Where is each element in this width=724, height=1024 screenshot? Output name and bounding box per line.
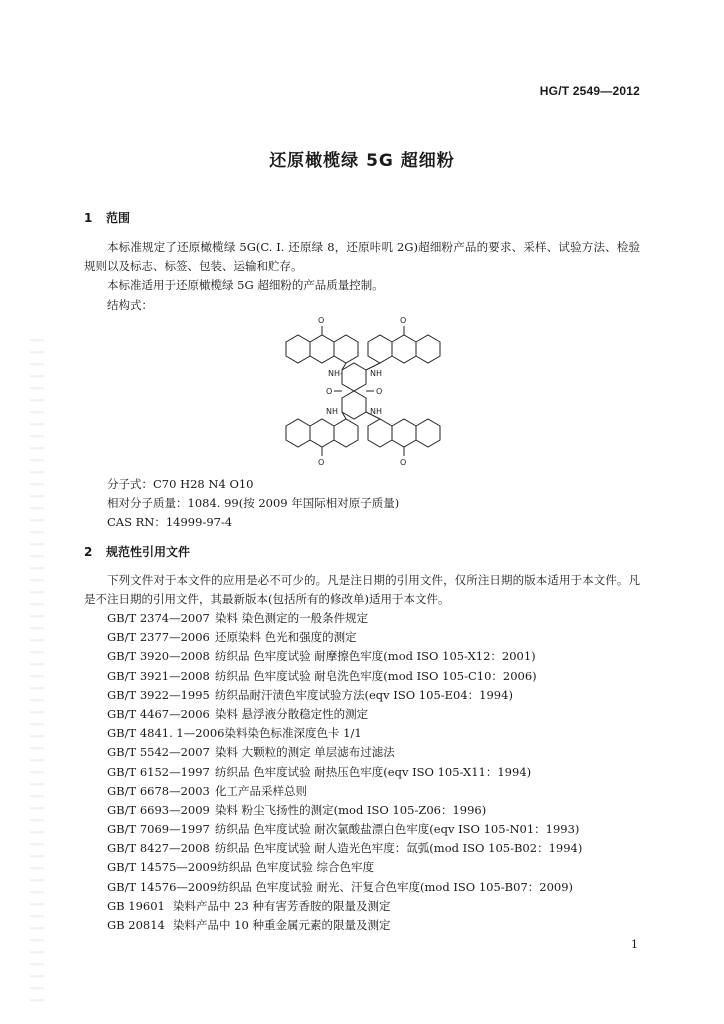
oxygen-label: O [400,316,407,325]
section-1-paragraph-1: 本标准规定了还原橄榄绿 5G(C. I. 还原绿 8，还原咔叽 2G)超细粉产品的要求、采样、试验方法、检验规则以及标志、标签、包装、运输和贮存。 [84,240,640,273]
formula-value: C70 H28 N4 O10 [153,477,254,491]
reference-code: GB/T 6693—2009 [107,802,210,817]
section-1-title: 范围 [106,211,131,225]
reference-code: GB/T 7069—1997 [107,822,210,837]
formula-label: 分子式： [107,477,153,491]
reference-title: 纺织品 色牢度试验 综合色牢度 [217,860,375,875]
reference-title: 染料产品中 23 种有害芳香胺的限量及测定 [173,898,391,913]
reference-title: 纺织品 色牢度试验 耐热压色牢度(eqv ISO 105-X11：1994) [215,764,532,779]
reference-title: 纺织品耐汗渍色牢度试验方法(eqv ISO 105-E04：1994) [215,687,513,702]
reference-item [107,840,582,859]
structure-label: 结构式： [107,298,153,312]
nh-label: NH [326,407,338,416]
reference-title: 纺织品 色牢度试验 耐次氯酸盐漂白色牢度(eqv ISO 105-N01：1993) [215,822,580,837]
reference-code: GB/T 3922—1995 [107,687,210,702]
page-number: 1 [631,938,638,951]
reference-title: 染料染色标准深度色卡 1/1 [224,726,362,741]
nh-label: NH [370,369,382,378]
reference-code: GB/T 5542—2007 [107,745,210,760]
reference-title: 纺织品 色牢度试验 耐人造光色牢度：氙弧(mod ISO 105-B02：1994) [215,841,583,856]
reference-code: GB/T 14576—2009 [107,879,218,894]
section-2-heading [84,543,190,560]
reference-item [107,879,582,898]
reference-code: GB/T 3921—2008 [107,668,210,683]
reference-list [107,610,582,936]
reference-item [107,917,582,936]
document-title: 还原橄榄绿 5G 超细粉 [269,151,455,171]
reference-title: 染料 粉尘飞扬性的测定(mod ISO 105-Z06：1996) [215,802,487,817]
reference-code: GB/T 4841. 1—2006 [107,726,225,741]
reference-item [107,821,582,840]
structural-formula-diagram [272,312,452,470]
section-2-paragraph: 下列文件对于本文件的应用是必不可少的。凡是注日期的引用文件，仅所注日期的版本适用于本文件。凡是不注日期的引用文件，其最新版本(包括所有的修改单)适用于本文件。 [84,573,640,606]
standard-code: HG/T 2549—2012 [539,84,640,98]
reference-title: 纺织品 色牢度试验 耐光、汗复合色牢度(mod ISO 105-B07：2009) [217,879,574,894]
section-2-title: 规范性引用文件 [106,545,191,559]
reference-item [107,744,582,763]
reference-code: GB/T 4467—2006 [107,706,210,721]
oxygen-label: O [318,458,325,467]
molecular-mass: 相对分子质量：1084. 99(按 2009 年国际相对原子质量) [107,496,400,510]
reference-title: 纺织品 色牢度试验 耐摩擦色牢度(mod ISO 105-X12：2001) [215,649,536,664]
section-1-number: 1 [84,211,93,225]
oxygen-label: O [400,458,407,467]
reference-code: GB/T 14575—2009 [107,860,218,875]
reference-title: 染料产品中 10 种重金属元素的限量及测定 [173,918,391,932]
reference-item [107,706,582,725]
nh-label: NH- [328,369,343,378]
reference-title: 染料 染色测定的一般条件规定 [215,611,369,625]
reference-item [107,610,582,629]
reference-item [107,859,582,878]
reference-title: 还原染料 色光和强度的测定 [215,630,357,645]
oxygen-label: O [326,387,333,396]
reference-title: 纺织品 色牢度试验 耐皂洗色牢度(mod ISO 105-C10：2006) [215,668,537,683]
reference-code: GB/T 6152—1997 [107,764,210,779]
reference-code: GB/T 2377—2006 [107,630,210,645]
oxygen-label: O [318,316,325,325]
reference-code: GB/T 8427—2008 [107,841,210,856]
reference-item [107,725,582,744]
nh-label: NH [370,407,382,416]
cas-number: CAS RN：14999-97-4 [107,515,233,529]
section-1-paragraph-2: 本标准适用于还原橄榄绿 5G 超细粉的产品质量控制。 [107,278,384,292]
reference-code: GB 20814 [107,918,165,932]
reference-item [107,783,582,802]
section-1-heading [84,209,130,226]
reference-code: GB 19601 [107,898,165,913]
reference-code: GB/T 6678—2003 [107,783,210,798]
reference-title: 染料 大颗粒的测定 单层滤布过滤法 [215,745,395,760]
reference-code: GB/T 2374—2007 [107,611,210,625]
reference-item [107,629,582,648]
molecular-formula [107,476,254,492]
reference-item [107,764,582,783]
reference-code: GB/T 3920—2008 [107,649,210,664]
reference-item [107,668,582,687]
scan-edge-artifact [30,330,44,1010]
reference-title: 化工产品采样总则 [215,783,307,798]
section-2-number: 2 [84,545,93,559]
reference-item [107,898,582,917]
reference-title: 染料 悬浮液分散稳定性的测定 [215,706,369,721]
reference-item [107,648,582,667]
reference-item [107,802,582,821]
oxygen-label: O [376,387,383,396]
reference-item [107,687,582,706]
ring [286,335,310,363]
